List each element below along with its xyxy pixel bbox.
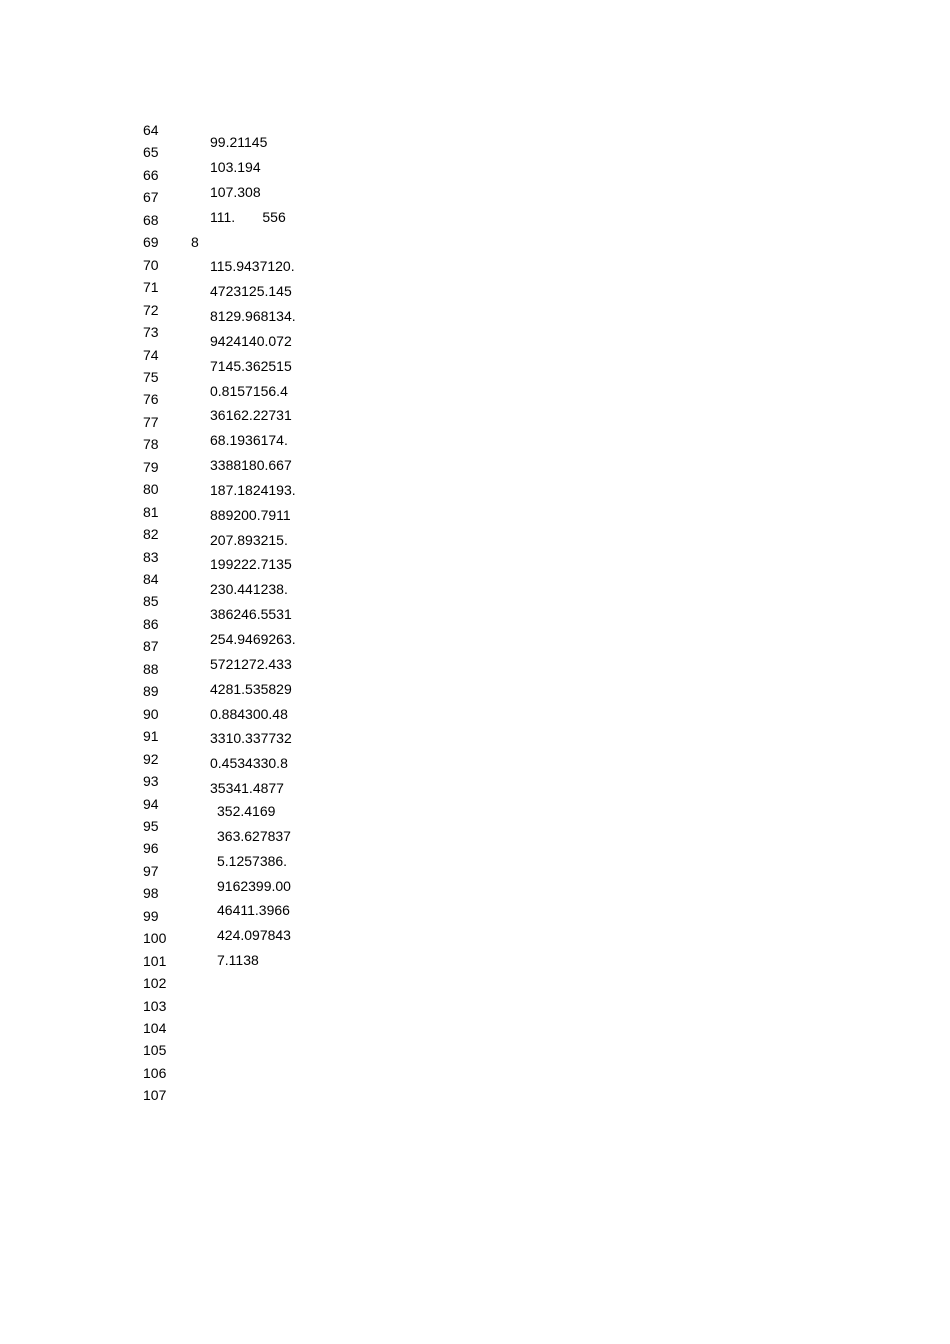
value-cell: 230.441238. xyxy=(210,581,288,598)
row-number: 87 xyxy=(143,638,159,655)
value-cell: 207.893215. xyxy=(210,531,288,548)
row-number: 93 xyxy=(143,773,159,790)
value-cell: 5.1257386. xyxy=(217,852,288,869)
value-cell: 199222.7135 xyxy=(210,556,292,573)
row-number: 70 xyxy=(143,256,159,273)
row-number: 72 xyxy=(143,301,159,318)
row-number: 84 xyxy=(143,571,159,587)
row-number: 82 xyxy=(143,526,159,543)
value-cell: 0.884300.48 xyxy=(210,705,288,722)
row-number: 104 xyxy=(143,1020,167,1036)
value-cell: 99.21145 xyxy=(210,134,268,150)
row-number: 66 xyxy=(143,166,159,183)
row-number: 85 xyxy=(143,593,159,610)
value-cell: 3310.337732 xyxy=(210,730,292,747)
value-cell: 7145.362515 xyxy=(210,357,292,374)
row-number: 64 xyxy=(143,122,159,138)
value-cell: 386246.5531 xyxy=(210,606,292,623)
value-cell: 0.4534330.8 xyxy=(210,755,288,772)
row-number: 102 xyxy=(143,975,167,992)
row-number: 101 xyxy=(143,952,167,969)
stray-digit: 8 xyxy=(191,234,199,250)
value-cell: 46411.3966 xyxy=(217,902,290,919)
row-number: 65 xyxy=(143,144,159,161)
row-number: 89 xyxy=(143,683,159,700)
row-number: 103 xyxy=(143,997,167,1014)
value-cell: 424.097843 xyxy=(217,927,291,944)
value-cell: 0.8157156.4 xyxy=(210,382,288,399)
row-number: 91 xyxy=(143,728,159,745)
row-number: 67 xyxy=(143,189,159,206)
value-cell: 352.4169 xyxy=(217,803,276,819)
row-number: 73 xyxy=(143,324,159,341)
row-number: 98 xyxy=(143,885,159,902)
row-number: 76 xyxy=(143,391,159,408)
row-number: 90 xyxy=(143,705,159,722)
row-number: 69 xyxy=(143,234,159,251)
row-number: 99 xyxy=(143,907,159,924)
row-number: 75 xyxy=(143,368,159,385)
value-cell: 8129.968134. xyxy=(210,307,296,324)
value-cell: 36162.22731 xyxy=(210,407,292,424)
value-cell: 4723125.145 xyxy=(210,283,292,300)
value-cell: 7.1138 xyxy=(217,952,259,969)
value-cell: 363.627837 xyxy=(217,827,291,844)
value-cell: 103.194 xyxy=(210,158,261,175)
value-cell: 3388180.667 xyxy=(210,457,292,474)
value-cell: 107.308 xyxy=(210,183,261,200)
row-number: 107 xyxy=(143,1087,167,1104)
row-number: 94 xyxy=(143,795,159,812)
value-cell: 187.1824193. xyxy=(210,481,296,498)
row-number: 79 xyxy=(143,458,159,475)
row-number: 68 xyxy=(143,211,159,228)
value-cell: 9162399.00 xyxy=(217,877,291,894)
value-cell: 5721272.433 xyxy=(210,655,292,672)
row-number: 95 xyxy=(143,817,159,834)
value-cell: 4281.535829 xyxy=(210,680,292,697)
value-cell: 9424140.072 xyxy=(210,332,292,349)
row-number: 97 xyxy=(143,862,159,879)
row-number: 83 xyxy=(143,548,159,565)
row-number: 96 xyxy=(143,840,159,857)
value-cell: 68.1936174. xyxy=(210,432,288,449)
row-number: 106 xyxy=(143,1064,167,1081)
value-cell: 889200.7911 xyxy=(210,506,291,523)
row-number: 74 xyxy=(143,346,159,363)
row-number: 77 xyxy=(143,413,159,430)
row-number: 80 xyxy=(143,481,159,498)
value-cell: 115.9437120. xyxy=(210,258,295,275)
value-cell: 254.9469263. xyxy=(210,631,296,647)
row-number: 78 xyxy=(143,436,159,453)
value-cell: 35341.4877 xyxy=(210,780,284,797)
row-number: 105 xyxy=(143,1042,167,1059)
row-number: 71 xyxy=(143,279,159,296)
row-number: 92 xyxy=(143,750,159,767)
row-number: 88 xyxy=(143,660,159,677)
row-number: 81 xyxy=(143,503,159,520)
value-cell: 111. 556 xyxy=(210,208,286,225)
row-number: 100 xyxy=(143,930,167,947)
row-number: 86 xyxy=(143,615,159,632)
